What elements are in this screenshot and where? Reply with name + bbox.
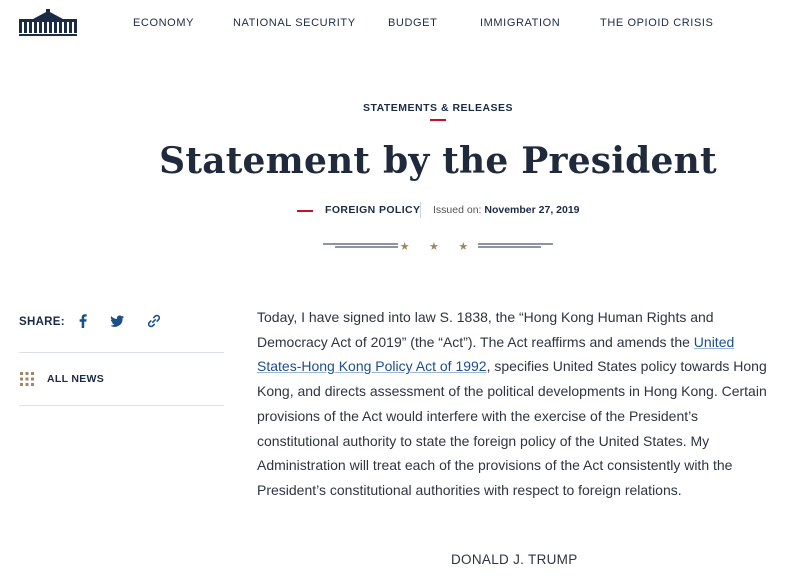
body-text-end: , specifies United States policy towards Hong Kong, and directs assessment of the political developments in Hong Kong. Certain provisions of the Act would interfere with the exercise of the President’s constitutional authority to state the foreign policy of the United States. My Administration will treat each of the provisions of the Act consistently with the President’s constitutional authorities with respect to foreign relations. — [257, 358, 767, 498]
issued-label: Issued on: — [433, 204, 482, 216]
category-link[interactable]: FOREIGN POLICY — [325, 204, 421, 216]
link-icon[interactable] — [146, 313, 162, 329]
facebook-icon[interactable] — [75, 313, 91, 329]
issued-date — [433, 204, 580, 216]
nav-opioid-crisis[interactable]: THE OPIOID CRISIS — [600, 17, 714, 29]
issued-date-value: November 27, 2019 — [484, 204, 580, 216]
nav-budget[interactable]: BUDGET — [388, 17, 438, 29]
twitter-icon[interactable] — [109, 313, 125, 329]
share-label: SHARE: — [19, 316, 65, 328]
share-bar — [19, 313, 224, 333]
all-news-label: ALL NEWS — [47, 373, 105, 385]
sidebar-divider-bottom — [19, 405, 224, 406]
meta-separator — [420, 202, 421, 218]
article-body — [257, 305, 767, 503]
grid-icon — [19, 371, 35, 387]
section-accent-line — [430, 119, 446, 121]
signature: DONALD J. TRUMP — [451, 552, 578, 567]
sidebar-divider-top — [19, 352, 224, 353]
nav-economy[interactable]: ECONOMY — [133, 17, 195, 29]
main-nav — [0, 17, 800, 31]
article-paragraph — [257, 305, 767, 503]
nav-immigration[interactable]: IMMIGRATION — [480, 17, 561, 29]
policy-act-link[interactable]: United States-Hong Kong Policy Act of 1992 — [257, 333, 735, 375]
section-label[interactable]: STATEMENTS & RELEASES — [362, 102, 514, 114]
divider-stars: ★ ★ ★ — [399, 240, 477, 253]
body-text-start: Today, I have signed into law S. 1838, the “Hong Kong Human Rights and Democracy Act of 2019” (the “Act”). The Act reaffirms and amends the — [257, 309, 714, 350]
page-title: Statement by the President — [159, 140, 717, 182]
all-news-link[interactable] — [19, 371, 169, 387]
stars-divider — [323, 238, 553, 254]
nav-national-security[interactable]: NATIONAL SECURITY — [233, 17, 356, 29]
category-accent-line — [297, 210, 313, 212]
site-header — [0, 0, 800, 48]
